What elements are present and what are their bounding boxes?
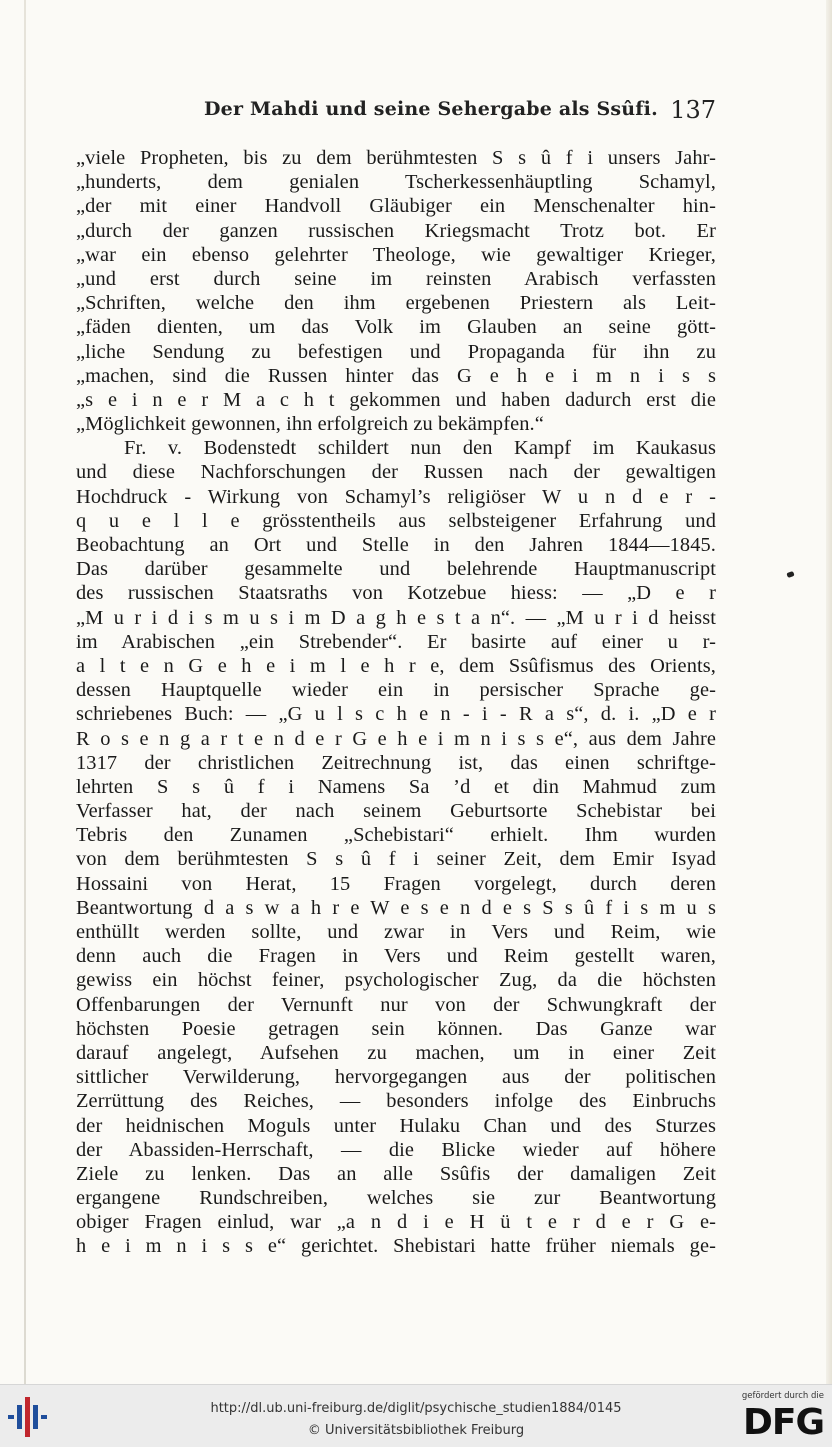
page-edge — [826, 0, 832, 1384]
text-line: ergangene Rundschreiben, welches sie zur Beantwortung — [76, 1187, 716, 1210]
sponsor-caption: gefördert durch die — [741, 1391, 824, 1401]
page-header — [78, 96, 718, 128]
text-line: „M u r i d i s m u s i m D a g h e s t a n“. — „M u r i d heisst — [76, 606, 716, 629]
text-line: dessen Hauptquelle wieder ein in persischer Sprache ge- — [76, 679, 716, 702]
text-line: im Arabischen „ein Strebender“. Er basirte auf einer u r- — [76, 630, 716, 653]
text-line: Fr. v. Bodenstedt schildert nun den Kampf im Kaukasus — [124, 437, 716, 460]
running-head: Der Mahdi und seine Sehergabe als Ssûfi. — [204, 98, 658, 120]
text-line: R o s e n g a r t e n d e r G e h e i m n i s s e“, aus dem Jahre — [76, 727, 716, 750]
text-line: a l t e n G e h e i m l e h r e, dem Ssûfismus des Orients, — [76, 654, 716, 677]
text-line: Das darüber gesammelte und belehrende Hauptmanuscript — [76, 558, 716, 581]
text-line: „machen, sind die Russen hinter das G e h e i m n i s s — [76, 364, 716, 387]
text-line: Verfasser hat, der nach seinem Geburtsorte Schebistar bei — [76, 800, 716, 823]
text-line: schriebenes Buch: — „G u l s c h e n - i - R a s“, d. i. „D e r — [76, 703, 716, 726]
text-line: „fäden dienten, um das Volk im Glauben an seine gött- — [76, 316, 716, 339]
text-line: Zerrüttung des Reiches, — besonders infolge des Einbruchs — [76, 1090, 716, 1113]
text-line: „der mit einer Handvoll Gläubiger ein Menschenalter hin- — [76, 195, 716, 218]
text-line: 1317 der christlichen Zeitrechnung ist, das einen schriftge- — [76, 751, 716, 774]
text-line: und diese Nachforschungen der Russen nach der gewaltigen — [76, 461, 716, 484]
text-line: Hochdruck - Wirkung von Schamyl’s religiöser W u n d e r - — [76, 485, 716, 508]
viewer-footer — [0, 1384, 832, 1447]
text-line: „hunderts, dem genialen Tscherkessenhäuptling Schamyl, — [76, 171, 716, 194]
text-line: lehrten S s û f i Namens Sa ’d et din Mahmud zum — [76, 775, 716, 798]
copyright-notice: © Universitätsbibliothek Freiburg — [307, 1423, 525, 1438]
text-line: höchsten Poesie getragen sein können. Das Ganze war — [76, 1017, 716, 1040]
text-line: Hossaini von Herat, 15 Fragen vorgelegt, durch deren — [76, 872, 716, 895]
text-line: enthüllt werden sollte, und zwar in Vers und Reim, wie — [76, 921, 716, 943]
text-line: q u e l l e grösstentheils aus selbsteigener Erfahrung und — [76, 509, 716, 532]
text-line: darauf angelegt, Aufsehen zu machen, um in einer Zeit — [76, 1041, 716, 1064]
body-text — [76, 146, 716, 1259]
margin-ink-mark — [786, 571, 794, 578]
text-line: „durch der ganzen russischen Kriegsmacht Trotz bot. Er — [76, 219, 716, 242]
text-line: der Abassiden-Herrschaft, — die Blicke wieder auf höhere — [76, 1138, 716, 1161]
text-line: gewiss ein höchst feiner, psychologischer Zug, da die höchsten — [76, 969, 716, 992]
dfg-logo: DFG — [742, 1402, 824, 1443]
text-line: des russischen Staatsraths von Kotzebue hiess: — „D e r — [76, 582, 716, 605]
text-line: „Schriften, welche den ihm ergebenen Priestern als Leit- — [76, 292, 716, 315]
text-line: „liche Sendung zu befestigen und Propaganda für ihn zu — [76, 340, 716, 363]
text-line: „s e i n e r M a c h t gekommen und haben dadurch erst die — [76, 388, 716, 411]
page-gutter — [24, 0, 26, 1384]
page-permalink[interactable]: http://dl.ub.uni-freiburg.de/diglit/psychische_studien1884/0145 — [210, 1401, 622, 1416]
text-line: Beobachtung an Ort und Stelle in den Jahren 1844—1845. — [76, 534, 716, 556]
text-line: Tebris den Zunamen „Schebistari“ erhielt. Ihm wurden — [76, 824, 716, 847]
text-line: der heidnischen Moguls unter Hulaku Chan und des Sturzes — [76, 1114, 716, 1137]
text-line: „viele Propheten, bis zu dem berühmtesten S s û f i unsers Jahr- — [76, 147, 716, 169]
text-line: „Möglichkeit gewonnen, ihn erfolgreich zu bekämpfen.“ — [76, 413, 544, 436]
text-line: obiger Fragen einlud, war „a n d i e H ü t e r d e r G e- — [76, 1211, 716, 1234]
text-line: von dem berühmtesten S s û f i seiner Zeit, dem Emir Isyad — [76, 848, 716, 871]
text-line: sittlicher Verwilderung, hervorgegangen aus der politischen — [76, 1066, 716, 1089]
text-line: Ziele zu lenken. Das an alle Ssûfis der damaligen Zeit — [76, 1162, 716, 1185]
text-line: Offenbarungen der Vernunft nur von der Schwungkraft der — [76, 993, 716, 1016]
text-line: h e i m n i s s e“ gerichtet. Shebistari hatte früher niemals ge- — [76, 1235, 716, 1258]
text-line: „war ein ebenso gelehrter Theologe, wie gewaltiger Krieger, — [76, 243, 716, 266]
text-line: „und erst durch seine im reinsten Arabisch verfassten — [76, 267, 716, 290]
page-number: 137 — [670, 96, 716, 124]
text-line: Beantwortung d a s w a h r e W e s e n d e s S s û f i s m u s — [76, 896, 716, 919]
text-line: denn auch die Fragen in Vers und Reim gestellt waren, — [76, 945, 716, 968]
